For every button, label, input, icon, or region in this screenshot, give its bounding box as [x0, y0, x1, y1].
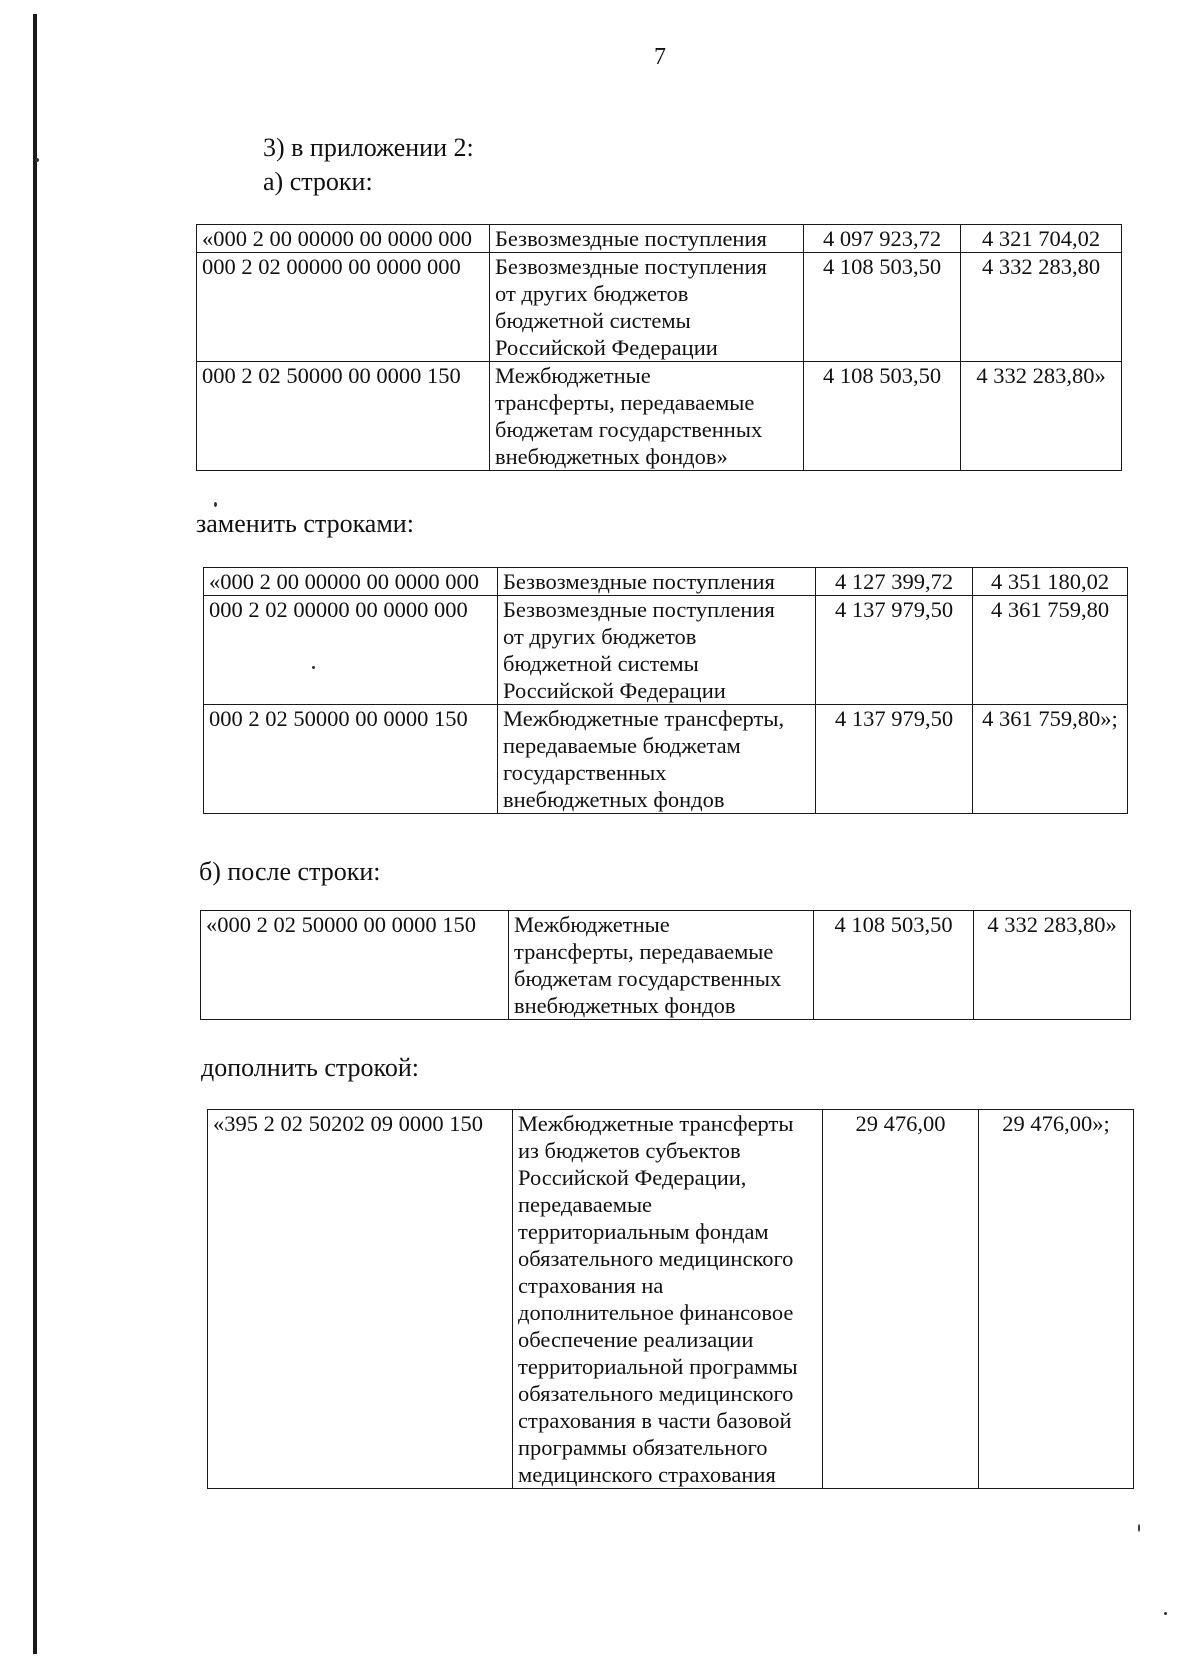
table-row	[204, 568, 1128, 596]
value-cell: 4 097 923,72	[804, 225, 961, 253]
value-cell: 4 137 979,50	[816, 705, 973, 814]
name-cell: Межбюджетные трансферты из бюджетов субъектов Российской Федерации, передаваемые территориальным фондам обязательного медицинского страхования на дополнительное финансовое обеспечение реализации территориальной программы обязательного медицинского страхования в части базовой программы обязательного медицинского страхования	[513, 1110, 823, 1489]
table-row	[197, 362, 1122, 471]
value-cell: 4 332 283,80»	[974, 911, 1131, 1020]
scan-speck	[1164, 1612, 1167, 1615]
value-cell: 4 137 979,50	[816, 596, 973, 705]
code-cell: 000 2 02 00000 00 0000 000	[197, 253, 490, 362]
after-label: б) после строки:	[199, 857, 381, 886]
value-cell: 4 351 180,02	[973, 568, 1128, 596]
replacement-rows-table	[203, 567, 1128, 814]
code-cell: 000 2 02 50000 00 0000 150	[204, 705, 498, 814]
code-cell: 000 2 02 50000 00 0000 150	[197, 362, 490, 471]
value-cell: 4 332 283,80»	[961, 362, 1122, 471]
replace-label: заменить строками:	[196, 509, 414, 538]
table-row	[197, 253, 1122, 362]
table-row	[197, 225, 1122, 253]
scan-speck	[35, 158, 39, 162]
value-cell: 4 108 503,50	[804, 253, 961, 362]
value-cell: 4 361 759,80	[973, 596, 1128, 705]
scan-speck	[214, 502, 217, 507]
page-number: 7	[654, 44, 666, 70]
code-cell: «000 2 00 00000 00 0000 000	[204, 568, 498, 596]
value-cell: 29 476,00	[823, 1110, 979, 1489]
value-cell: 4 108 503,50	[804, 362, 961, 471]
code-cell: 000 2 02 00000 00 0000 000	[204, 596, 498, 705]
scan-speck	[1138, 1524, 1140, 1532]
value-cell: 4 321 704,02	[961, 225, 1122, 253]
name-cell: Межбюджетные трансферты, передаваемые бюджетам государственных внебюджетных фондов	[509, 911, 814, 1020]
table-row	[204, 705, 1128, 814]
subsection-heading: а) строки:	[263, 167, 373, 196]
code-cell: «000 2 00 00000 00 0000 000	[197, 225, 490, 253]
name-cell: Межбюджетные трансферты, передаваемые бюджетам государственных внебюджетных фондов	[498, 705, 816, 814]
name-cell: Межбюджетные трансферты, передаваемые бюджетам государственных внебюджетных фондов»	[490, 362, 804, 471]
name-cell: Безвозмездные поступления от других бюджетов бюджетной системы Российской Федерации	[490, 253, 804, 362]
table-row	[208, 1110, 1134, 1489]
value-cell: 4 108 503,50	[814, 911, 974, 1020]
value-cell: 29 476,00»;	[979, 1110, 1134, 1489]
code-cell: «395 2 02 50202 09 0000 150	[208, 1110, 513, 1489]
name-cell: Безвозмездные поступления	[498, 568, 816, 596]
table-row	[201, 911, 1131, 1020]
name-cell: Безвозмездные поступления	[490, 225, 804, 253]
added-row-table	[207, 1109, 1134, 1489]
table-row	[204, 596, 1128, 705]
add-label: дополнить строкой:	[201, 1053, 419, 1082]
value-cell: 4 332 283,80	[961, 253, 1122, 362]
left-margin-line	[33, 14, 37, 1654]
value-cell: 4 361 759,80»;	[973, 705, 1128, 814]
code-cell: «000 2 02 50000 00 0000 150	[201, 911, 509, 1020]
name-cell: Безвозмездные поступления от других бюджетов бюджетной системы Российской Федерации	[498, 596, 816, 705]
after-row-table	[200, 910, 1131, 1020]
original-rows-table	[196, 224, 1122, 471]
section-heading: 3) в приложении 2:	[263, 133, 474, 162]
value-cell: 4 127 399,72	[816, 568, 973, 596]
